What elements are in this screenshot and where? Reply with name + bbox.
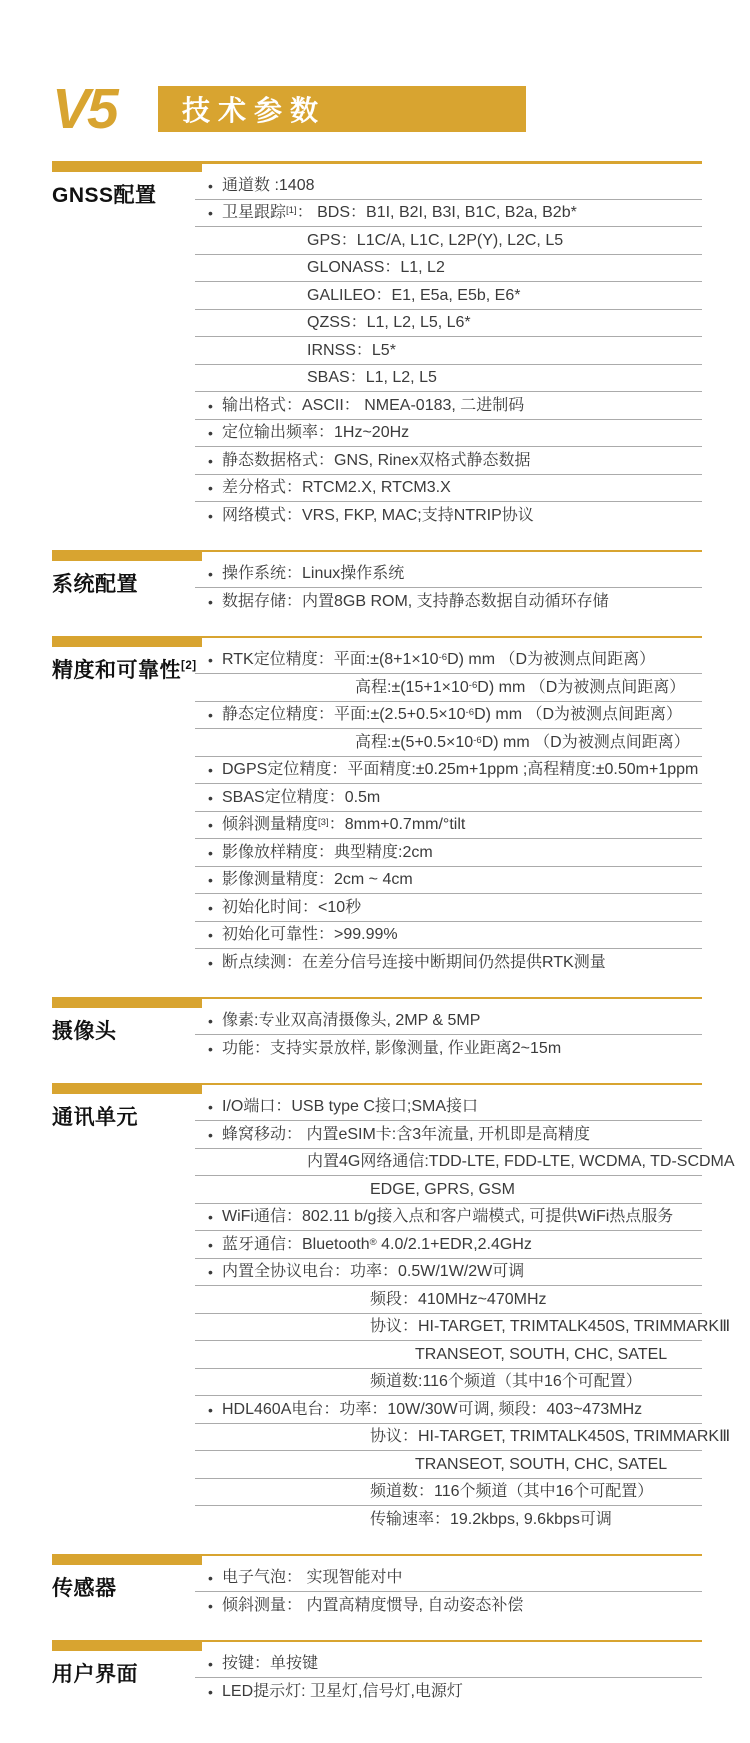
spec-row bbox=[195, 1341, 702, 1369]
divider-bar bbox=[52, 1083, 202, 1094]
spec-text: 通道数 :1408 bbox=[222, 176, 315, 194]
divider-line bbox=[202, 1640, 702, 1643]
spec-row bbox=[195, 1565, 702, 1593]
spec-row bbox=[195, 1008, 702, 1036]
spec-text: 静态定位精度：平面$:\pm(2.5+0.5\times 10^{-6}D)$ mm （D为被测点间距离） bbox=[222, 706, 683, 723]
spec-text: GLONASS：L1, L2 bbox=[307, 259, 445, 276]
bullet-icon: • bbox=[208, 1683, 213, 1700]
section-divider bbox=[52, 1083, 702, 1094]
spec-row bbox=[195, 337, 702, 365]
divider-bar bbox=[52, 997, 202, 1008]
bullet-icon: • bbox=[208, 1013, 213, 1029]
bullet-icon: • bbox=[208, 1401, 213, 1418]
section-title: 摄像头 bbox=[52, 1019, 117, 1043]
bullet-icon: • bbox=[208, 844, 213, 861]
spec-row bbox=[195, 588, 702, 616]
spec-text: 蜂窝移动： 内置eSIM卡:含3年流量, 开机即是高精度 bbox=[222, 1125, 591, 1143]
spec-row bbox=[195, 949, 702, 977]
divider-bar bbox=[52, 1640, 202, 1651]
section-divider bbox=[52, 636, 702, 647]
spec-text: 传输速率：19.2kbps, 9.6kbps可调 bbox=[370, 1510, 612, 1528]
spec-row bbox=[195, 1314, 731, 1342]
bullet-icon: • bbox=[208, 1570, 213, 1586]
spec-text: 协议：HI-TARGET, TRIMTALK450S, TRIMMARKⅢ bbox=[370, 1318, 731, 1335]
bullet-icon: • bbox=[208, 1040, 213, 1057]
spec-section bbox=[52, 550, 702, 616]
spec-text: TRANSEOT, SOUTH, CHC, SATEL bbox=[415, 1455, 668, 1473]
spec-section bbox=[52, 636, 702, 977]
spec-text: 像素:专业双高清摄像头, 2MP & 5MP bbox=[222, 1012, 481, 1029]
spec-row bbox=[195, 1259, 702, 1287]
bullet-icon: • bbox=[208, 1656, 213, 1672]
bullet-icon: • bbox=[208, 177, 213, 194]
bullet-icon: • bbox=[208, 425, 213, 441]
spec-row bbox=[195, 1396, 702, 1424]
divider-line bbox=[202, 997, 702, 1000]
spec-row bbox=[195, 365, 702, 393]
spec-row bbox=[195, 867, 702, 895]
spec-row bbox=[195, 1424, 731, 1452]
spec-text: QZSS：L1, L2, L5, L6* bbox=[307, 314, 471, 331]
section-divider bbox=[52, 997, 702, 1008]
spec-row bbox=[195, 1149, 735, 1177]
spec-text: 协议：HI-TARGET, TRIMTALK450S, TRIMMARKⅢ bbox=[370, 1428, 731, 1445]
spec-section bbox=[52, 997, 702, 1063]
spec-row bbox=[195, 702, 702, 730]
spec-text: 内置全协议电台：功率：0.5W/1W/2W可调 bbox=[222, 1263, 525, 1280]
spec-text: TRANSEOT, SOUTH, CHC, SATEL bbox=[415, 1345, 668, 1363]
bullet-icon: • bbox=[208, 652, 213, 668]
spec-text: 卫星跟踪[1]： BDS：B1I, B2I, B3I, B1C, B2a, B2b* bbox=[222, 204, 577, 221]
section-divider bbox=[52, 550, 702, 561]
spec-row bbox=[195, 420, 702, 448]
spec-row bbox=[195, 1678, 702, 1706]
bullet-icon: • bbox=[208, 566, 213, 582]
bullet-icon: • bbox=[208, 872, 213, 888]
spec-text: 定位输出频率：1Hz~20Hz bbox=[222, 424, 410, 441]
spec-text: 网络模式：VRS, FKP, MAC;支持NTRIP协议 bbox=[222, 506, 534, 524]
bullet-icon: • bbox=[208, 1126, 213, 1143]
spec-row bbox=[195, 1176, 702, 1204]
spec-row bbox=[195, 812, 702, 840]
spec-text: 高程$:\pm(15+1\times 10^{-6}D)$ mm （D为被测点间距离） bbox=[355, 678, 686, 696]
bullet-icon: • bbox=[208, 507, 213, 524]
spec-row bbox=[195, 475, 702, 503]
page-title: 技术参数 bbox=[182, 95, 327, 126]
section-title: 传感器 bbox=[52, 1576, 117, 1600]
spec-text: GALILEO：E1, E5a, E5b, E6* bbox=[307, 286, 521, 304]
spec-text: 数据存储：内置8GB ROM, 支持静态数据自动循环存储 bbox=[222, 592, 609, 610]
bullet-icon: • bbox=[208, 707, 213, 723]
spec-row bbox=[195, 729, 702, 757]
brand-logo: V5 bbox=[52, 77, 116, 141]
spec-text: 频道数:116个频道（其中16个可配置） bbox=[370, 1373, 642, 1390]
spec-text: 影像测量精度：2cm ~ 4cm bbox=[222, 871, 413, 888]
spec-row bbox=[195, 674, 702, 702]
section-title: 用户界面 bbox=[52, 1662, 138, 1686]
title-banner bbox=[158, 86, 526, 132]
spec-text: 按键：单按键 bbox=[222, 1655, 319, 1672]
spec-row bbox=[195, 922, 702, 950]
spec-section bbox=[52, 1083, 735, 1534]
spec-row bbox=[195, 1369, 702, 1397]
spec-text: 操作系统：Linux操作系统 bbox=[222, 565, 405, 582]
bullet-icon: • bbox=[208, 899, 213, 916]
spec-row bbox=[195, 227, 702, 255]
spec-text: 频道数：116个频道（其中16个可配置） bbox=[370, 1483, 654, 1500]
spec-text: 频段：410MHz~470MHz bbox=[370, 1290, 547, 1308]
spec-row bbox=[195, 392, 702, 420]
bullet-icon: • bbox=[208, 480, 213, 496]
spec-row bbox=[195, 1506, 702, 1534]
spec-row bbox=[195, 1451, 702, 1479]
divider-bar bbox=[52, 636, 202, 647]
divider-bar bbox=[52, 550, 202, 561]
section-rows bbox=[195, 647, 702, 977]
spec-text: WiFi通信：802.11 b/g接入点和客户端模式, 可提供WiFi热点服务 bbox=[222, 1208, 674, 1225]
section-title: 通讯单元 bbox=[52, 1105, 138, 1129]
spec-text: 初始化可靠性：>99.99% bbox=[222, 926, 398, 943]
spec-text: 静态数据格式：GNS, Rinex双格式静态数据 bbox=[222, 451, 531, 469]
spec-text: RTK定位精度：平面$:\pm(8+1\times 10^{-6}D)$ mm （D为被测点间距离） bbox=[222, 651, 656, 668]
spec-row bbox=[195, 1035, 702, 1063]
spec-text: HDL460A电台：功率：10W/30W可调, 频段：403~473MHz bbox=[222, 1400, 643, 1418]
spec-section bbox=[52, 1640, 702, 1706]
spec-row bbox=[195, 255, 702, 283]
spec-row bbox=[195, 1204, 702, 1232]
section-title: 系统配置 bbox=[52, 572, 138, 596]
spec-row bbox=[195, 894, 702, 922]
spec-text: SBAS定位精度：0.5m bbox=[222, 788, 381, 806]
bullet-icon: • bbox=[208, 1209, 213, 1225]
spec-text: 蓝牙通信：Bluetooth® 4.0/2.1+EDR,2.4GHz bbox=[222, 1235, 532, 1253]
spec-row bbox=[195, 561, 702, 589]
spec-text: IRNSS：L5* bbox=[307, 341, 396, 359]
spec-text: 高程$:\pm(5+0.5\times 10^{-6}D)$ mm （D为被测点间距离） bbox=[355, 733, 690, 751]
spec-row bbox=[195, 757, 702, 785]
bullet-icon: • bbox=[208, 1099, 213, 1115]
spec-text: GPS：L1C/A, L1C, L2P(Y), L2C, L5 bbox=[307, 231, 564, 249]
spec-row bbox=[195, 1479, 702, 1507]
bullet-icon: • bbox=[208, 1264, 213, 1280]
spec-row bbox=[195, 784, 702, 812]
divider-line bbox=[202, 161, 702, 164]
spec-text: SBAS：L1, L2, L5 bbox=[307, 369, 437, 386]
spec-text: 差分格式：RTCM2.X, RTCM3.X bbox=[222, 479, 451, 496]
spec-row bbox=[195, 447, 702, 475]
spec-text: 断点续测：在差分信号连接中断期间仍然提供RTK测量 bbox=[222, 953, 606, 971]
spec-row bbox=[195, 647, 702, 675]
spec-text: 功能：支持实景放样, 影像测量, 作业距离2~15m bbox=[222, 1039, 562, 1057]
bullet-icon: • bbox=[208, 927, 213, 943]
spec-text: DGPS定位精度：平面精度:±0.25m+1ppm ;高程精度:±0.50m+1ppm bbox=[222, 761, 699, 778]
spec-text: 内置4G网络通信:TDD-LTE, FDD-LTE, WCDMA, TD-SCDMA bbox=[307, 1153, 735, 1170]
bullet-icon: • bbox=[208, 954, 213, 971]
divider-line bbox=[202, 1554, 702, 1557]
spec-text: 输出格式：ASCII： NMEA-0183, 二进制码 bbox=[222, 396, 525, 414]
section-rows bbox=[195, 172, 702, 530]
spec-text: LED提示灯: 卫星灯,信号灯,电源灯 bbox=[222, 1682, 463, 1700]
spec-text: 电子气泡： 实现智能对中 bbox=[222, 1569, 403, 1586]
section-rows bbox=[195, 1008, 702, 1063]
spec-text: I/O端口：USB type C接口;SMA接口 bbox=[222, 1098, 479, 1115]
spec-row bbox=[195, 1286, 702, 1314]
bullet-icon: • bbox=[208, 817, 213, 833]
section-divider bbox=[52, 1554, 702, 1565]
spec-section bbox=[52, 1554, 702, 1620]
bullet-icon: • bbox=[208, 789, 213, 806]
bullet-icon: • bbox=[208, 397, 213, 414]
bullet-icon: • bbox=[208, 593, 213, 610]
section-divider bbox=[52, 1640, 702, 1651]
divider-bar bbox=[52, 1554, 202, 1565]
bullet-icon: • bbox=[208, 205, 213, 221]
spec-row bbox=[195, 172, 702, 200]
section-title: GNSS配置 bbox=[52, 184, 157, 207]
divider-bar bbox=[52, 161, 202, 172]
spec-row bbox=[195, 1121, 702, 1149]
spec-row bbox=[195, 310, 702, 338]
section-rows bbox=[195, 1094, 735, 1534]
bullet-icon: • bbox=[208, 762, 213, 778]
section-rows bbox=[195, 1651, 702, 1706]
section-rows bbox=[195, 561, 702, 616]
spec-row bbox=[195, 1592, 702, 1620]
divider-line bbox=[202, 550, 702, 553]
section-title: 精度和可靠性[2] bbox=[52, 658, 197, 682]
spec-section bbox=[52, 161, 702, 530]
section-rows bbox=[195, 1565, 702, 1620]
divider-line bbox=[202, 636, 702, 639]
spec-text: 倾斜测量精度[3]：8mm+0.7mm/°tilt bbox=[222, 816, 466, 833]
spec-row bbox=[195, 1231, 702, 1259]
spec-row bbox=[195, 200, 702, 228]
spec-text: 影像放样精度：典型精度:2cm bbox=[222, 843, 433, 861]
spec-text: EDGE, GPRS, GSM bbox=[370, 1180, 515, 1198]
spec-sections bbox=[52, 161, 735, 1706]
spec-row bbox=[195, 282, 702, 310]
spec-row bbox=[195, 502, 702, 530]
divider-line bbox=[202, 1083, 702, 1086]
bullet-icon: • bbox=[208, 1236, 213, 1253]
spec-row bbox=[195, 839, 702, 867]
spec-row bbox=[195, 1094, 702, 1122]
section-divider bbox=[52, 161, 702, 172]
spec-text: 初始化时间：<10秒 bbox=[222, 898, 362, 916]
header bbox=[52, 77, 702, 141]
bullet-icon: • bbox=[208, 1597, 213, 1614]
spec-text: 倾斜测量： 内置高精度惯导, 自动姿态补偿 bbox=[222, 1596, 524, 1614]
spec-row bbox=[195, 1651, 702, 1679]
bullet-icon: • bbox=[208, 452, 213, 469]
